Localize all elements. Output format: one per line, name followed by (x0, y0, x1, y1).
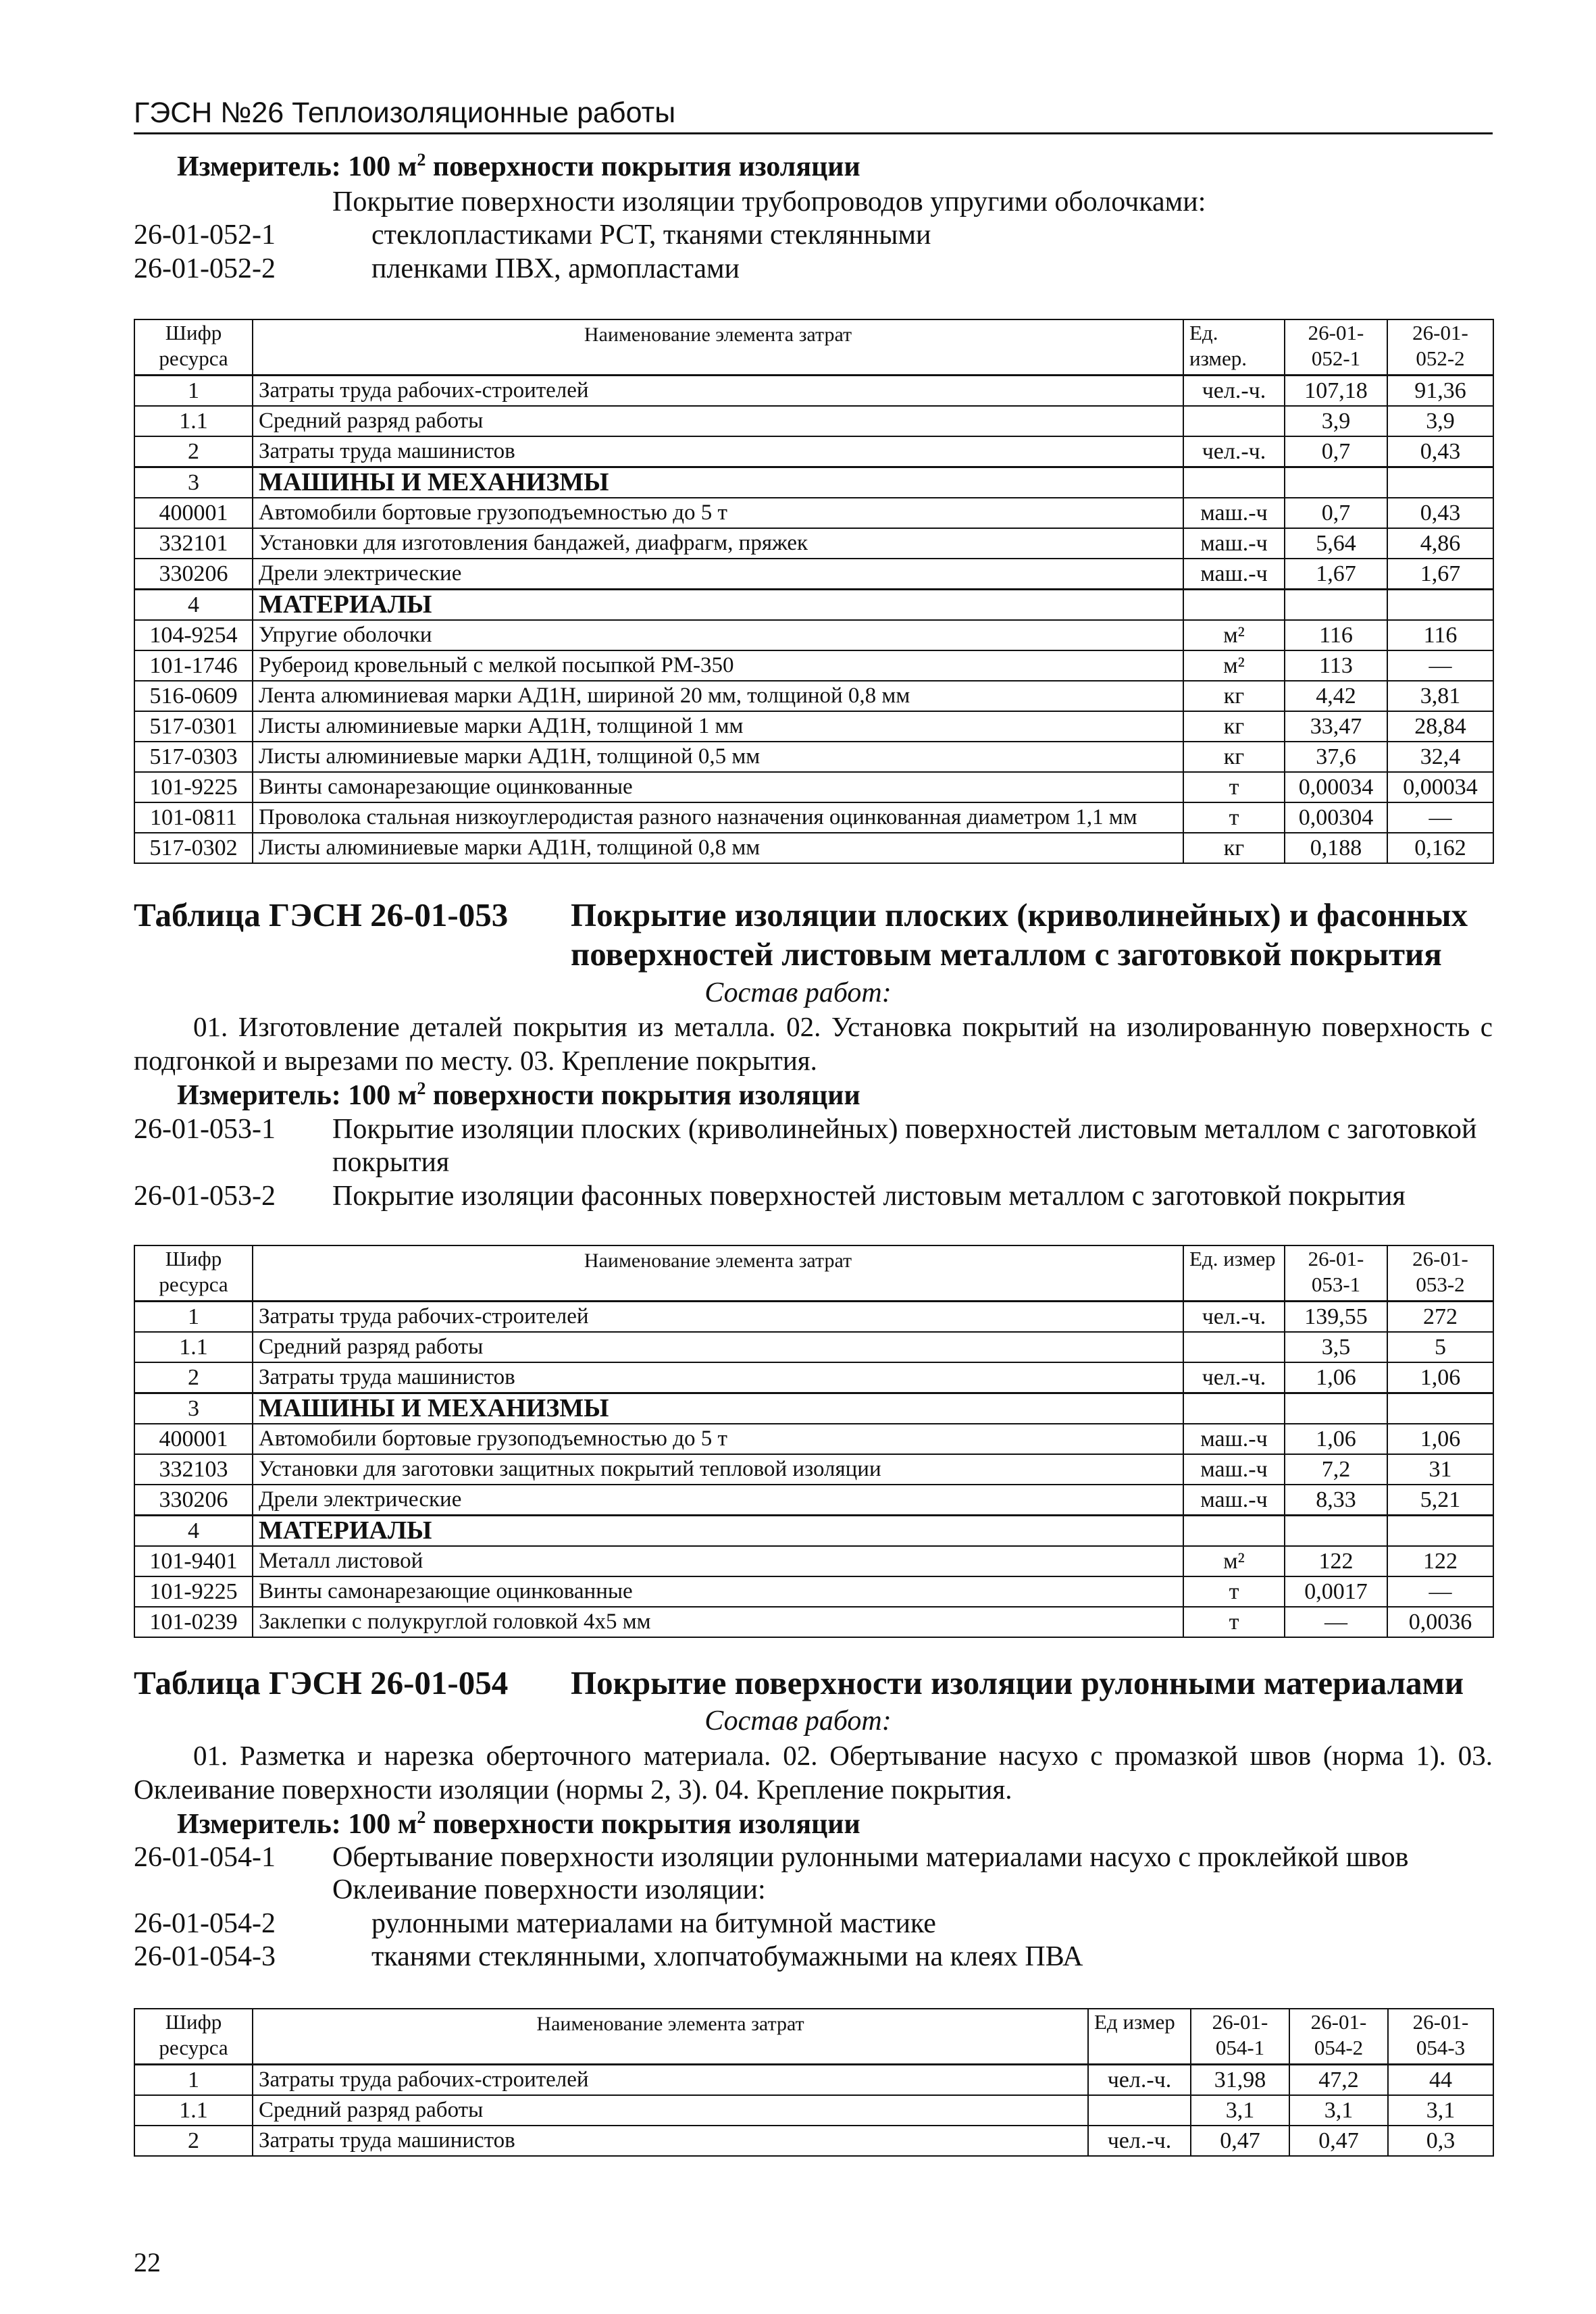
cell-unit: чел.-ч. (1183, 436, 1285, 467)
cell-unit: т (1183, 1576, 1285, 1607)
table-row (134, 742, 1493, 772)
cell-value: 1,06 (1285, 1362, 1387, 1393)
header-unit: Ед. измер (1183, 1245, 1285, 1301)
cell-unit: маш.-ч (1183, 1454, 1285, 1485)
norm-subheading: Оклеивание поверхности изоляции: (332, 1874, 766, 1905)
section-row (134, 1393, 1493, 1424)
table-row (134, 650, 1493, 681)
cell-code: 2 (134, 2126, 253, 2156)
cell-value: 37,6 (1285, 742, 1387, 772)
table-row (134, 1454, 1493, 1485)
cell-value: 32,4 (1387, 742, 1493, 772)
cell-code: 101-0811 (134, 802, 253, 833)
norm-text: пленками ПВХ, армопластами (371, 253, 740, 284)
cell-code: 4 (134, 1515, 253, 1546)
norm-code: 26-01-054-3 (134, 1941, 276, 1972)
cell-value: 116 (1387, 620, 1493, 650)
cell-name: Винты самонарезающие оцинкованные (253, 772, 1183, 802)
cell-value (1387, 1393, 1493, 1424)
cell-unit: м² (1183, 650, 1285, 681)
header-norm-column: 26-01-053-2 (1387, 1245, 1493, 1301)
cell-name: Листы алюминиевые марки АД1Н, толщиной 0,8 мм (253, 833, 1183, 863)
table-row (134, 772, 1493, 802)
cell-value: — (1387, 650, 1493, 681)
cell-name: Лента алюминиевая марки АД1Н, шириной 20 мм, толщиной 0,8 мм (253, 681, 1183, 711)
cell-name: Затраты труда машинистов (253, 2126, 1088, 2156)
cell-value: — (1387, 1576, 1493, 1607)
norm-text: Покрытие изоляции фасонных поверхностей листовым металлом с заготовкой покрытия (332, 1181, 1406, 1212)
table-row (134, 1424, 1493, 1454)
cell-unit: м² (1183, 1546, 1285, 1576)
header-code: Шифр ресурса (134, 319, 253, 375)
cell-name: Заклепки с полукруглой головкой 4х5 мм (253, 1607, 1183, 1637)
header-norm-column: 26-01-053-1 (1285, 1245, 1387, 1301)
cell-unit: маш.-ч (1183, 1485, 1285, 1516)
works-composition-053: 01. Изготовление деталей покрытия из металла. 02. Установка покрытий на изолированную поверхность с подгонкой и вырезами по месту. 03. Крепление покрытия. (134, 1011, 1493, 1076)
cell-code: 1.1 (134, 406, 253, 436)
page-number: 22 (134, 2247, 161, 2278)
cell-name: Дрели электрические (253, 1485, 1183, 1516)
norm-code: 26-01-052-2 (134, 253, 276, 284)
block-052-intro: Покрытие поверхности изоляции трубопроводов упругими оболочками: (332, 186, 1206, 217)
table-row (134, 436, 1493, 467)
cell-value: 33,47 (1285, 711, 1387, 742)
measure-suffix: поверхности покрытия изоляции (426, 1080, 860, 1111)
cell-unit: т (1183, 772, 1285, 802)
cell-value: — (1285, 1607, 1387, 1637)
cell-value: 47,2 (1289, 2064, 1388, 2095)
cell-value: 44 (1388, 2064, 1493, 2095)
norm-text-cont: покрытия (332, 1147, 450, 1178)
cell-name: Затраты труда машинистов (253, 1362, 1183, 1393)
measure-prefix: Измеритель: 100 м (177, 151, 417, 182)
cell-code: 400001 (134, 498, 253, 528)
cell-value: 31 (1387, 1454, 1493, 1485)
cell-unit (1183, 1393, 1285, 1424)
cell-value (1387, 467, 1493, 498)
works-composition-054: 01. Разметка и нарезка оберточного материала. 02. Обертывание насухо с промазкой швов (норма 1). 03. Оклеивание поверхности изоляции (нормы 2, 3). 04. Крепление покрытия. (134, 1740, 1493, 1805)
table-row (134, 498, 1493, 528)
table-row (134, 1576, 1493, 1607)
cell-name: Установки для изготовления бандажей, диафрагм, пряжек (253, 528, 1183, 559)
table-row (134, 1485, 1493, 1516)
cell-value (1285, 467, 1387, 498)
cell-code: 332101 (134, 528, 253, 559)
norm-code: 26-01-054-2 (134, 1908, 276, 1939)
table-row (134, 2126, 1493, 2156)
cell-code: 517-0302 (134, 833, 253, 863)
cell-name: Затраты труда рабочих-строителей (253, 2064, 1088, 2095)
table-row (134, 406, 1493, 436)
cell-value: 1,06 (1387, 1424, 1493, 1454)
table-row (134, 1607, 1493, 1637)
header-code: Шифр ресурса (134, 1245, 253, 1301)
norm-text: тканями стеклянными, хлопчатобумажными на клеях ПВА (371, 1941, 1083, 1972)
cell-code: 101-9225 (134, 772, 253, 802)
cell-name: МАТЕРИАЛЫ (253, 1515, 1183, 1546)
cell-value: 0,00034 (1387, 772, 1493, 802)
cell-code: 101-9225 (134, 1576, 253, 1607)
cell-unit: чел.-ч. (1183, 375, 1285, 406)
table-row (134, 1546, 1493, 1576)
cell-value: 8,33 (1285, 1485, 1387, 1516)
cell-name: Средний разряд работы (253, 1332, 1183, 1362)
measure-prefix: Измеритель: 100 м (177, 1080, 417, 1111)
cell-value: 3,1 (1289, 2095, 1388, 2126)
table-header-row (134, 1245, 1493, 1301)
measure-sup: 2 (417, 1807, 426, 1827)
cell-code: 517-0301 (134, 711, 253, 742)
cell-name: Затраты труда рабочих-строителей (253, 1301, 1183, 1332)
cell-value: 0,0036 (1387, 1607, 1493, 1637)
cell-value: 3,5 (1285, 1332, 1387, 1362)
cell-value: 107,18 (1285, 375, 1387, 406)
cell-name: Дрели электрические (253, 559, 1183, 590)
cell-name: Затраты труда рабочих-строителей (253, 375, 1183, 406)
cell-name: Средний разряд работы (253, 2095, 1088, 2126)
cell-code: 517-0303 (134, 742, 253, 772)
cell-unit: маш.-ч (1183, 1424, 1285, 1454)
cell-unit: кг (1183, 711, 1285, 742)
cell-value: 7,2 (1285, 1454, 1387, 1485)
cell-value: 3,81 (1387, 681, 1493, 711)
cell-name: Установки для заготовки защитных покрытий тепловой изоляции (253, 1454, 1183, 1485)
measure-sup: 2 (417, 1079, 426, 1098)
measure-suffix: поверхности покрытия изоляции (426, 151, 860, 182)
cell-code: 3 (134, 1393, 253, 1424)
cell-code: 1 (134, 375, 253, 406)
cell-name: Автомобили бортовые грузоподъемностью до 5 т (253, 1424, 1183, 1454)
cell-value: 0,3 (1388, 2126, 1493, 2156)
cell-value: 122 (1387, 1546, 1493, 1576)
cell-value: 4,86 (1387, 528, 1493, 559)
table-row (134, 1301, 1493, 1332)
cell-unit (1183, 589, 1285, 620)
header-unit: Ед измер (1088, 2009, 1191, 2064)
header-norm-column: 26-01-052-2 (1387, 319, 1493, 375)
table-row (134, 833, 1493, 863)
cell-value: 1,06 (1387, 1362, 1493, 1393)
table-title-054: Покрытие поверхности изоляции рулонными материалами (571, 1664, 1464, 1701)
cell-unit: чел.-ч. (1183, 1362, 1285, 1393)
header-norm-column: 26-01-054-1 (1191, 2009, 1289, 2064)
cell-unit: чел.-ч. (1088, 2064, 1191, 2095)
cell-value: 113 (1285, 650, 1387, 681)
cell-code: 1 (134, 1301, 253, 1332)
cell-value (1387, 1515, 1493, 1546)
cell-code: 1 (134, 2064, 253, 2095)
cell-unit: кг (1183, 833, 1285, 863)
cell-name: Листы алюминиевые марки АД1Н, толщиной 1 мм (253, 711, 1183, 742)
cell-code: 2 (134, 436, 253, 467)
cell-name: Проволока стальная низкоуглеродистая разного назначения оцинкованная диаметром 1,1 мм (253, 802, 1183, 833)
composition-heading: Состав работ: (704, 977, 892, 1008)
table-header-row (134, 319, 1493, 375)
cell-unit (1183, 406, 1285, 436)
table-header-row (134, 2009, 1493, 2064)
header-name: Наименование элемента затрат (253, 1245, 1183, 1301)
cell-value: 0,43 (1387, 498, 1493, 528)
running-header: ГЭСН №26 Теплоизоляционные работы (134, 93, 1493, 134)
cell-unit (1183, 1515, 1285, 1546)
cell-value: 0,00034 (1285, 772, 1387, 802)
norm-code: 26-01-052-1 (134, 220, 276, 251)
cell-value: 0,47 (1191, 2126, 1289, 2156)
header-code: Шифр ресурса (134, 2009, 253, 2064)
norm-code: 26-01-053-2 (134, 1181, 276, 1212)
cell-value: 5 (1387, 1332, 1493, 1362)
section-row (134, 1515, 1493, 1546)
table-row (134, 681, 1493, 711)
table-row (134, 375, 1493, 406)
table-row (134, 2064, 1493, 2095)
cell-unit: маш.-ч (1183, 528, 1285, 559)
header-norm-column: 26-01-054-2 (1289, 2009, 1388, 2064)
cell-unit: чел.-ч. (1183, 1301, 1285, 1332)
cell-value: 1,06 (1285, 1424, 1387, 1454)
norm-table-054 (134, 2008, 1494, 2157)
cell-unit: чел.-ч. (1088, 2126, 1191, 2156)
table-label-054: Таблица ГЭСН 26-01-054 (134, 1664, 509, 1701)
cell-value: 0,47 (1289, 2126, 1388, 2156)
cell-unit: маш.-ч (1183, 498, 1285, 528)
cell-value (1285, 1393, 1387, 1424)
cell-unit: т (1183, 1607, 1285, 1637)
cell-value: 139,55 (1285, 1301, 1387, 1332)
cell-code: 2 (134, 1362, 253, 1393)
cell-code: 332103 (134, 1454, 253, 1485)
cell-value (1285, 589, 1387, 620)
cell-code: 330206 (134, 1485, 253, 1516)
cell-name: МАШИНЫ И МЕХАНИЗМЫ (253, 467, 1183, 498)
cell-value: 4,42 (1285, 681, 1387, 711)
cell-value: 272 (1387, 1301, 1493, 1332)
cell-value: 3,9 (1387, 406, 1493, 436)
cell-name: Упругие оболочки (253, 620, 1183, 650)
cell-value: 116 (1285, 620, 1387, 650)
cell-unit (1183, 467, 1285, 498)
cell-code: 330206 (134, 559, 253, 590)
cell-unit (1088, 2095, 1191, 2126)
norm-text: Обертывание поверхности изоляции рулонными материалами насухо с проклейкой швов (332, 1842, 1409, 1873)
cell-code: 101-1746 (134, 650, 253, 681)
table-label-053: Таблица ГЭСН 26-01-053 (134, 896, 509, 933)
cell-value: 5,21 (1387, 1485, 1493, 1516)
cell-code: 101-0239 (134, 1607, 253, 1637)
cell-value: 3,1 (1191, 2095, 1289, 2126)
header-norm-column: 26-01-054-3 (1388, 2009, 1493, 2064)
table-row (134, 1332, 1493, 1362)
norm-table-052 (134, 319, 1494, 864)
cell-value: 0,7 (1285, 436, 1387, 467)
cell-code: 400001 (134, 1424, 253, 1454)
cell-value (1285, 1515, 1387, 1546)
table-row (134, 559, 1493, 590)
cell-value: 0,188 (1285, 833, 1387, 863)
norm-table-053 (134, 1245, 1494, 1638)
cell-code: 101-9401 (134, 1546, 253, 1576)
measure-line-054 (177, 1807, 860, 1841)
cell-value: 1,67 (1387, 559, 1493, 590)
section-row (134, 467, 1493, 498)
table-row (134, 2095, 1493, 2126)
cell-code: 4 (134, 589, 253, 620)
cell-value: 91,36 (1387, 375, 1493, 406)
table-row (134, 1362, 1493, 1393)
header-name: Наименование элемента затрат (253, 2009, 1088, 2064)
measure-line-053 (177, 1079, 860, 1112)
cell-value: 5,64 (1285, 528, 1387, 559)
cell-value: — (1387, 802, 1493, 833)
cell-name: Автомобили бортовые грузоподъемностью до 5 т (253, 498, 1183, 528)
header-unit: Ед. измер. (1183, 319, 1285, 375)
cell-value: 28,84 (1387, 711, 1493, 742)
cell-name: Средний разряд работы (253, 406, 1183, 436)
cell-value: 0,0017 (1285, 1576, 1387, 1607)
cell-unit: кг (1183, 681, 1285, 711)
norm-text: Покрытие изоляции плоских (криволинейных) поверхностей листовым металлом с заготовкой (332, 1114, 1477, 1145)
cell-name: МАШИНЫ И МЕХАНИЗМЫ (253, 1393, 1183, 1424)
cell-value: 3,1 (1388, 2095, 1493, 2126)
norm-text: рулонными материалами на битумной мастике (371, 1908, 936, 1939)
cell-value: 31,98 (1191, 2064, 1289, 2095)
cell-code: 1.1 (134, 2095, 253, 2126)
header-name: Наименование элемента затрат (253, 319, 1183, 375)
table-row (134, 528, 1493, 559)
cell-name: Затраты труда машинистов (253, 436, 1183, 467)
table-row (134, 711, 1493, 742)
cell-value: 122 (1285, 1546, 1387, 1576)
cell-name: Листы алюминиевые марки АД1Н, толщиной 0,5 мм (253, 742, 1183, 772)
cell-name: МАТЕРИАЛЫ (253, 589, 1183, 620)
cell-value: 0,00304 (1285, 802, 1387, 833)
cell-value: 0,162 (1387, 833, 1493, 863)
cell-value (1387, 589, 1493, 620)
cell-code: 3 (134, 467, 253, 498)
cell-value: 0,43 (1387, 436, 1493, 467)
norm-code: 26-01-054-1 (134, 1842, 276, 1873)
measure-prefix: Измеритель: 100 м (177, 1809, 417, 1840)
cell-name: Металл листовой (253, 1546, 1183, 1576)
table-row (134, 802, 1493, 833)
cell-name: Рубероид кровельный с мелкой посыпкой РМ-350 (253, 650, 1183, 681)
cell-unit (1183, 1332, 1285, 1362)
cell-name: Винты самонарезающие оцинкованные (253, 1576, 1183, 1607)
cell-unit: м² (1183, 620, 1285, 650)
measure-sup: 2 (417, 150, 426, 170)
cell-value: 1,67 (1285, 559, 1387, 590)
cell-value: 3,9 (1285, 406, 1387, 436)
norm-text: стеклопластиками РСТ, тканями стеклянными (371, 220, 931, 251)
cell-code: 1.1 (134, 1332, 253, 1362)
measure-line-052 (177, 150, 860, 183)
cell-value: 0,7 (1285, 498, 1387, 528)
header-norm-column: 26-01-052-1 (1285, 319, 1387, 375)
cell-code: 104-9254 (134, 620, 253, 650)
cell-unit: кг (1183, 742, 1285, 772)
table-title-053: Покрытие изоляции плоских (криволинейных) и фасонных поверхностей листовым металлом с заготовкой покрытия (571, 896, 1468, 973)
section-row (134, 589, 1493, 620)
composition-heading: Состав работ: (704, 1705, 892, 1737)
norm-code: 26-01-053-1 (134, 1114, 276, 1145)
table-row (134, 620, 1493, 650)
cell-unit: маш.-ч (1183, 559, 1285, 590)
cell-code: 516-0609 (134, 681, 253, 711)
measure-suffix: поверхности покрытия изоляции (426, 1809, 860, 1840)
cell-unit: т (1183, 802, 1285, 833)
